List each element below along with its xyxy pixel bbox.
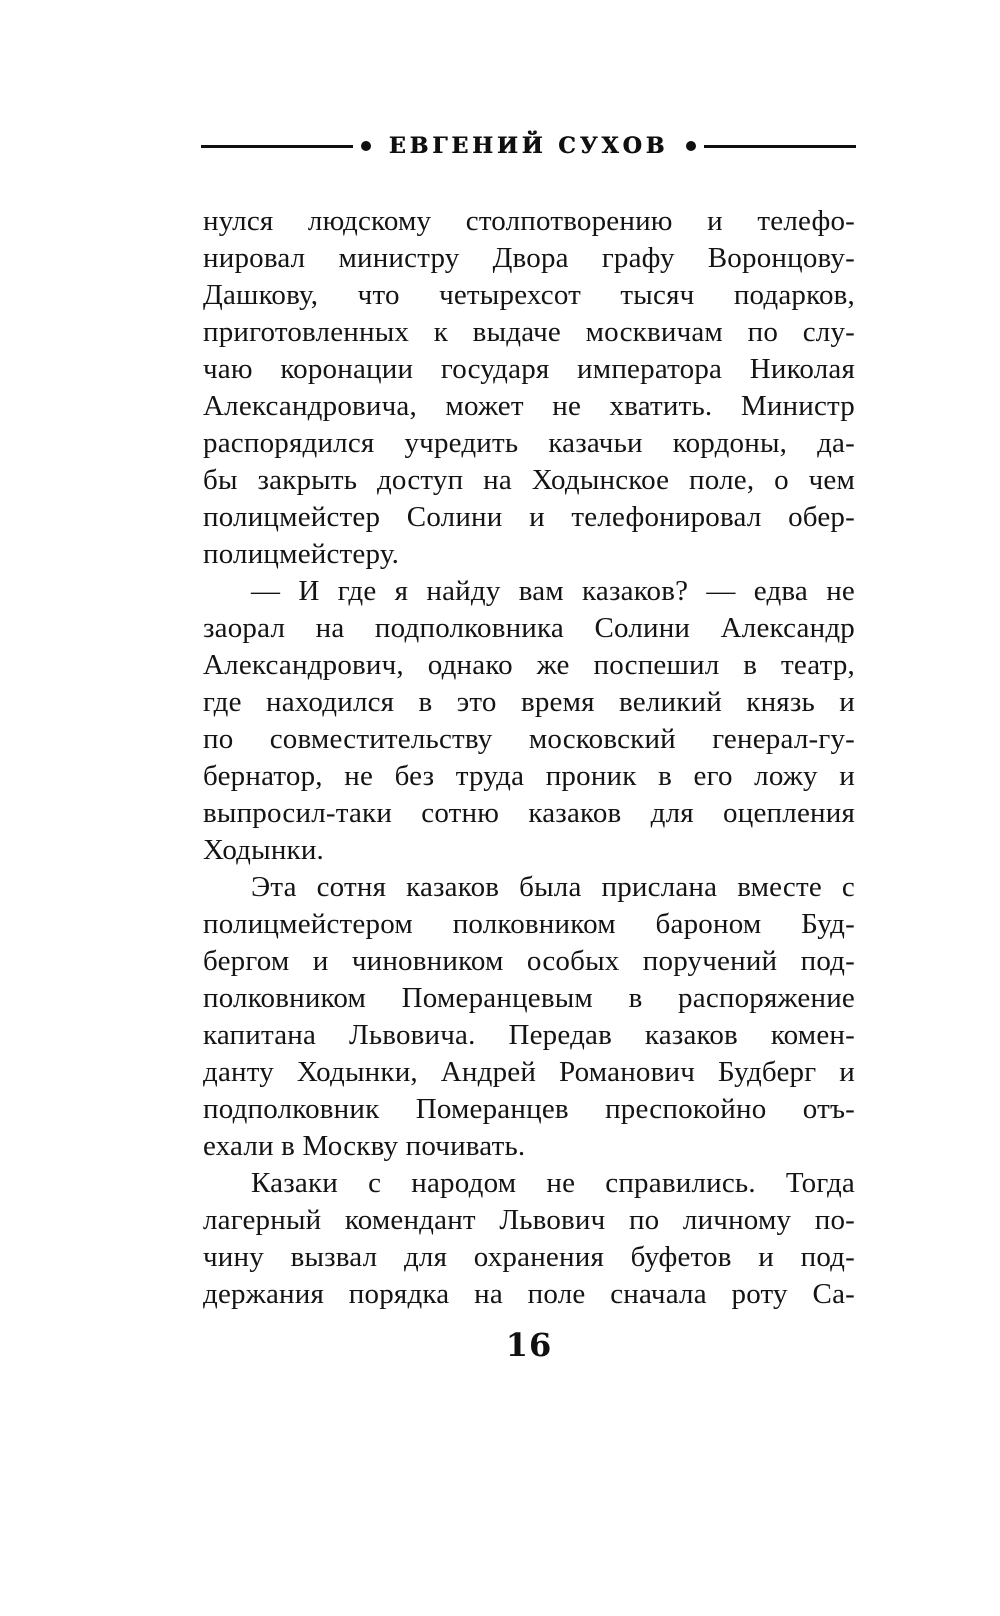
- text-line: нулся людскому столпотворению и телефо-: [203, 205, 855, 237]
- text-line: капитана Львовича. Передав казаков комен-: [203, 1019, 855, 1051]
- header-dot-left-icon: [361, 141, 371, 151]
- text-line: полицмейстеру.: [203, 538, 400, 570]
- header-rule-left: [201, 145, 353, 148]
- text-line: полковником Померанцевым в распоряжение: [203, 982, 855, 1014]
- text-line: бергом и чиновником особых поручений под-: [203, 945, 855, 977]
- text-line: где находился в это время великий князь и: [203, 686, 855, 718]
- text-line: распорядился учредить казачьи кордоны, да-: [203, 427, 855, 459]
- text-line: приготовленных к выдаче москвичам по слу-: [203, 316, 855, 348]
- text-line: полицмейстер Солини и телефонировал обер-: [203, 501, 855, 533]
- header-rule-right: [704, 145, 856, 148]
- text-line: Дашкову, что четырехсот тысяч подарков,: [203, 279, 855, 311]
- text-line: Казаки с народом не справились. Тогда: [251, 1167, 855, 1199]
- text-line: чаю коронации государя императора Николая: [203, 353, 855, 385]
- text-line: заорал на подполковника Солини Александр: [203, 612, 855, 644]
- text-line: лагерный комендант Львович по личному по-: [203, 1204, 855, 1236]
- text-line: выпросил-таки сотню казаков для оцепления: [203, 797, 855, 829]
- text-line: подполковник Померанцев преспокойно отъ-: [203, 1093, 855, 1125]
- text-line: держания порядка на поле сначала роту Са-: [203, 1278, 855, 1310]
- running-head: [201, 133, 856, 159]
- header-dot-right-icon: [686, 141, 696, 151]
- text-line: Александрович, однако же поспешил в театр,: [203, 649, 855, 681]
- text-line: ехали в Москву почивать.: [203, 1130, 526, 1162]
- text-line: Эта сотня казаков была прислана вместе с: [251, 871, 855, 903]
- text-line: нировал министру Двора графу Воронцову-: [203, 242, 855, 274]
- text-line: — И где я найду вам казаков? — едва не: [251, 575, 855, 607]
- paragraph: [203, 1165, 855, 1313]
- text-line: Ходынки.: [203, 834, 324, 866]
- page-number: 16: [505, 1326, 553, 1364]
- text-line: Александровича, может не хватить. Министр: [203, 390, 855, 422]
- paragraph: [203, 573, 855, 869]
- text-line: бернатор, не без труда проник в его ложу и: [203, 760, 855, 792]
- text-line: чину вызвал для охранения буфетов и под-: [203, 1241, 855, 1273]
- body-text: [203, 203, 855, 1313]
- text-line: данту Ходынки, Андрей Романович Будберг и: [203, 1056, 855, 1088]
- author-name: ЕВГЕНИЙ СУХОВ: [388, 133, 669, 159]
- paragraph: [203, 869, 855, 1165]
- text-line: бы закрыть доступ на Ходынское поле, о чем: [203, 464, 855, 496]
- paragraph: [203, 203, 855, 573]
- text-line: по совместительству московский генерал-гу-: [203, 723, 855, 755]
- text-line: полицмейстером полковником бароном Буд-: [203, 908, 855, 940]
